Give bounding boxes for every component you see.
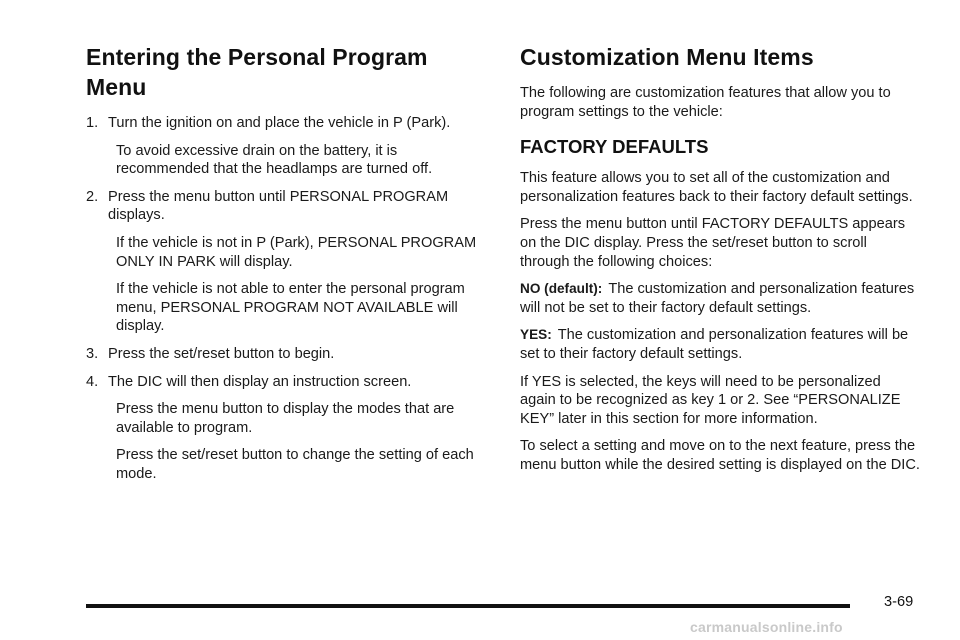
section-title-customization: Customization Menu Items [520, 44, 814, 70]
paragraph: To select a setting and move on to the next feature, press the menu button while the desired setting is displayed on the DIC. [520, 438, 920, 473]
left-column [86, 42, 478, 493]
option-no [520, 280, 920, 317]
step-note: If the vehicle is not in P (Park), PERSONAL PROGRAM ONLY IN PARK will display. [116, 234, 477, 270]
option-term: YES: [520, 327, 552, 343]
option-term: NO (default): [520, 281, 603, 297]
step-1 [86, 114, 478, 133]
paragraph: This feature allows you to set all of the customization and personalization features back to their factory default settings. [520, 170, 913, 205]
option-yes [520, 326, 920, 363]
option-description: The customization and personalization features will not be set to their factory default settings. [520, 281, 915, 316]
step-note: To avoid excessive drain on the battery, it is recommended that the headlamps are turned off. [116, 142, 433, 178]
footer-rule [86, 604, 850, 608]
option-description: The customization and personalization features will be set to their factory default settings. [520, 327, 909, 362]
step-note: Press the menu button to display the modes that are available to program. [116, 401, 455, 436]
step-note: If the vehicle is not able to enter the personal program menu, PERSONAL PROGRAM NOT AVAILABLE will display. [116, 281, 465, 335]
step-number: 4. [86, 373, 99, 390]
step-number: 1. [86, 115, 99, 131]
step-4 [86, 373, 478, 392]
step-text: The DIC will then display an instruction screen. [108, 373, 412, 390]
step-2 [86, 188, 478, 225]
step-number: 2. [86, 188, 99, 205]
section-title-personal-program: Entering the Personal Program Menu [86, 44, 428, 100]
paragraph: Press the menu button until FACTORY DEFAULTS appears on the DIC display. Press the set/reset button to scroll through the following choices: [520, 216, 906, 270]
step-text: Turn the ignition on and place the vehicle in P (Park). [108, 115, 451, 131]
watermark: carmanualsonline.info [690, 619, 843, 635]
step-text: Press the set/reset button to begin. [108, 345, 335, 362]
subsection-title-factory-defaults: FACTORY DEFAULTS [520, 136, 709, 158]
intro-paragraph: The following are customization features that allow you to program settings to the vehicle: [520, 85, 891, 120]
paragraph: If YES is selected, the keys will need to be personalized again to be recognized as key 1 or 2. See “PERSONALIZE KEY” later in this section for more information. [520, 373, 901, 427]
step-note: Press the set/reset button to change the setting of each mode. [116, 447, 474, 482]
page-number: 3-69 [884, 594, 914, 610]
step-text: Press the menu button until PERSONAL PROGRAM displays. [108, 188, 449, 224]
step-3 [86, 345, 478, 364]
step-number: 3. [86, 345, 99, 362]
right-column [520, 42, 920, 484]
